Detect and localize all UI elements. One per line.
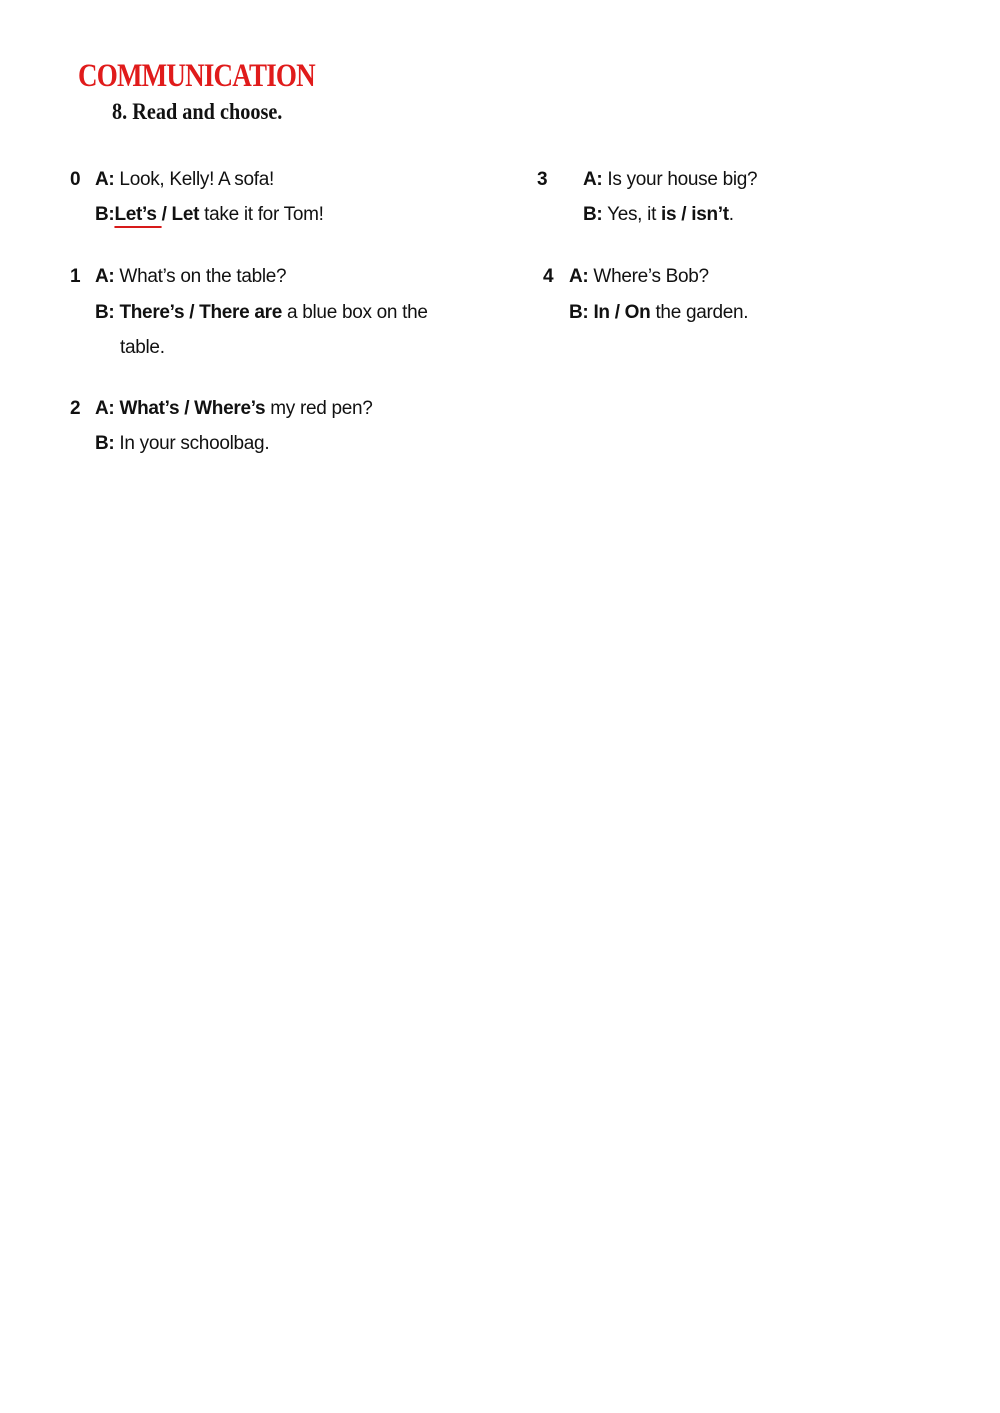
speaker-a-label: A: [95, 266, 115, 287]
speaker-a-line [583, 162, 757, 197]
speaker-b-line [95, 197, 324, 232]
speaker-b-prefix: Yes, it [602, 204, 662, 225]
option-separator: / [161, 204, 172, 225]
answer-option-1-selected[interactable]: Let’s [114, 204, 162, 225]
speaker-a-label: A: [583, 169, 603, 190]
speaker-b-label: B: [569, 302, 589, 323]
speaker-a-text: Is your house big? [602, 169, 758, 190]
speaker-a-label: A: [95, 398, 115, 419]
option-separator: / [179, 398, 195, 419]
answer-option-1[interactable]: There’s [119, 302, 185, 323]
option-separator: / [609, 302, 625, 323]
speaker-a-line [95, 162, 274, 197]
speaker-b-line [95, 295, 428, 330]
item-number: 0 [70, 169, 81, 190]
speaker-b-line [569, 295, 748, 330]
speaker-a-line [569, 259, 709, 294]
speaker-a-text: What’s on the table? [114, 266, 287, 287]
speaker-a-label: A: [569, 266, 589, 287]
answer-option-1[interactable]: In [593, 302, 610, 323]
speaker-a-text: Look, Kelly! A sofa! [114, 169, 274, 190]
answer-option-1[interactable]: is [661, 204, 677, 225]
item-number: 2 [70, 398, 81, 419]
speaker-b-text: . [728, 204, 734, 225]
speaker-b-line [583, 197, 734, 232]
answer-option-2[interactable]: On [624, 302, 651, 323]
speaker-b-label: B: [95, 204, 115, 225]
speaker-b-label: B: [583, 204, 603, 225]
speaker-b-text: a blue box on the [282, 302, 428, 323]
option-separator: / [676, 204, 692, 225]
speaker-b-label: B: [95, 302, 115, 323]
option-separator: / [184, 302, 200, 323]
speaker-b-text: In your schoolbag. [114, 433, 270, 454]
speaker-a-line [95, 259, 286, 294]
speaker-b-continuation: table. [120, 337, 165, 358]
speaker-a-text: my red pen? [265, 398, 373, 419]
answer-option-1[interactable]: What’s [119, 398, 180, 419]
speaker-b-line [95, 426, 269, 461]
speaker-a-line [95, 391, 373, 426]
exercise-instruction: 8. Read and choose. [112, 99, 283, 124]
speaker-a-label: A: [95, 169, 115, 190]
page-title: COMMUNICATION [78, 58, 315, 94]
item-number: 1 [70, 266, 81, 287]
speaker-b-label: B: [95, 433, 115, 454]
speaker-b-text: the garden. [650, 302, 749, 323]
item-number: 3 [537, 169, 548, 190]
answer-option-2[interactable]: Where’s [194, 398, 266, 419]
answer-option-2[interactable]: There are [199, 302, 283, 323]
answer-option-2[interactable]: isn’t [691, 204, 729, 225]
answer-option-2[interactable]: Let [171, 204, 200, 225]
speaker-b-text: take it for Tom! [199, 204, 324, 225]
item-number: 4 [543, 266, 554, 287]
speaker-a-text: Where’s Bob? [588, 266, 709, 287]
